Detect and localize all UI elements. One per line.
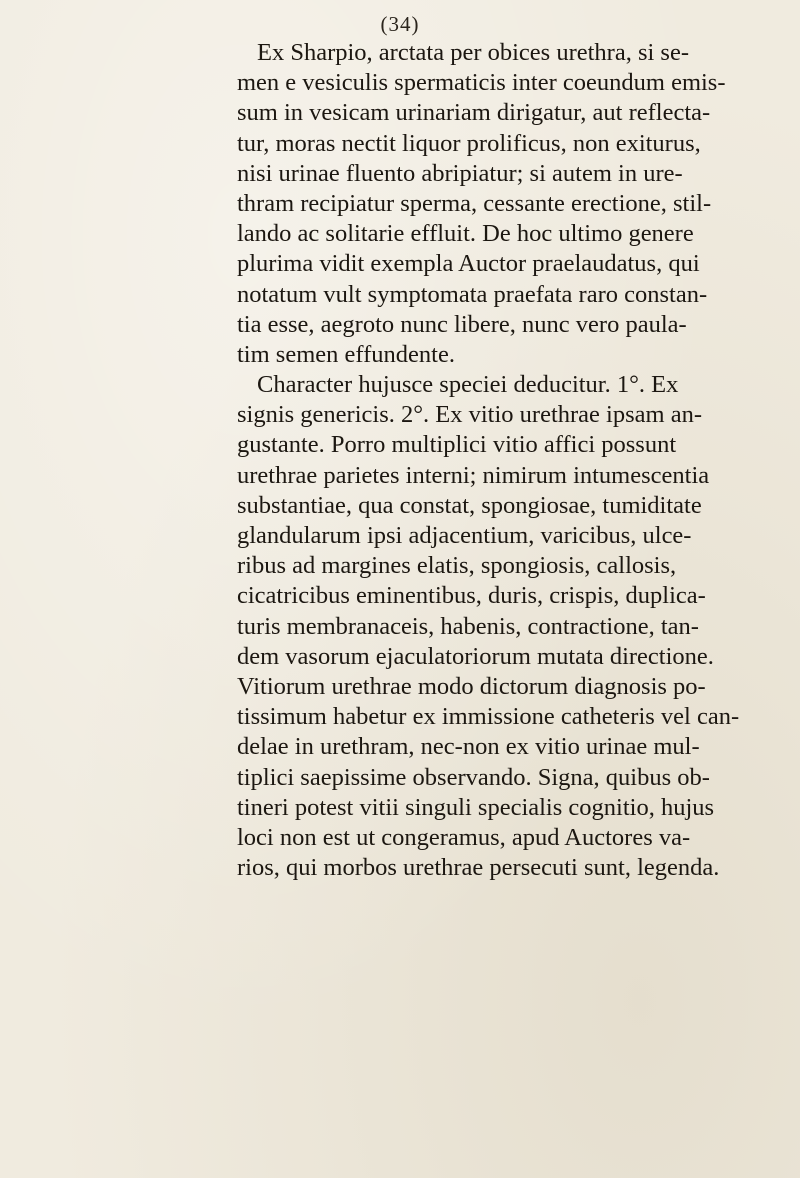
text-line: ribus ad margines elatis, spongiosis, callosis, [237, 552, 677, 580]
text-line: lando ac solitarie effluit. De hoc ultimo genere [237, 220, 694, 248]
text-line: tissimum habetur ex immissione catheteris vel can- [237, 703, 740, 731]
text-line: Character hujusce speciei deducitur. 1°. Ex [257, 371, 679, 399]
text-line: men e vesiculis spermaticis inter coeundum emis- [237, 69, 726, 97]
text-line: dem vasorum ejaculatoriorum mutata directione. [237, 642, 714, 670]
text-line: urethrae parietes interni; nimirum intumescentia [237, 461, 710, 489]
text-line: loci non est ut congeramus, apud Auctores va- [237, 823, 691, 851]
body-text [226, 38, 800, 883]
text-line: delae in urethram, nec-non ex vitio urinae mul- [237, 733, 700, 761]
text-line: thram recipiatur sperma, cessante erectione, stil- [237, 189, 712, 217]
text-line: gustante. Porro multiplici vitio affici possunt [237, 431, 677, 459]
text-line: nisi urinae fluento abripiatur; si autem in ure- [237, 159, 683, 187]
text-line: Ex Sharpio, arctata per obices urethra, si se- [257, 39, 689, 66]
text-line: plurima vidit exempla Auctor praelaudatus, qui [237, 250, 700, 278]
text-line: turis membranaceis, habenis, contractione, tan- [237, 612, 699, 640]
text-line: tia esse, aegroto nunc libere, nunc vero paula- [237, 310, 687, 338]
text-line: rios, qui morbos urethrae persecuti sunt, legenda. [237, 854, 720, 882]
text-line: notatum vult symptomata praefata raro constan- [237, 280, 708, 308]
text-line: substantiae, qua constat, spongiosae, tumiditate [237, 491, 702, 519]
page-number: (34) [380, 12, 420, 36]
text-line: tiplici saepissime observando. Signa, quibus ob- [237, 763, 710, 791]
text-line: cicatricibus eminentibus, duris, crispis, duplica- [237, 582, 706, 610]
text-line: sum in vesicam urinariam dirigatur, aut reflecta- [237, 99, 711, 127]
text-line: tur, moras nectit liquor prolificus, non exiturus, [237, 129, 701, 157]
text-line: tineri potest vitii singuli specialis cognitio, hujus [237, 793, 715, 821]
text-line: tim semen effundente. [237, 340, 455, 368]
text-line: signis genericis. 2°. Ex vitio urethrae ipsam an- [237, 401, 702, 429]
text-line: glandularum ipsi adjacentium, varicibus, ulce- [237, 522, 692, 549]
text-line: Vitiorum urethrae modo dictorum diagnosis po- [237, 672, 706, 700]
